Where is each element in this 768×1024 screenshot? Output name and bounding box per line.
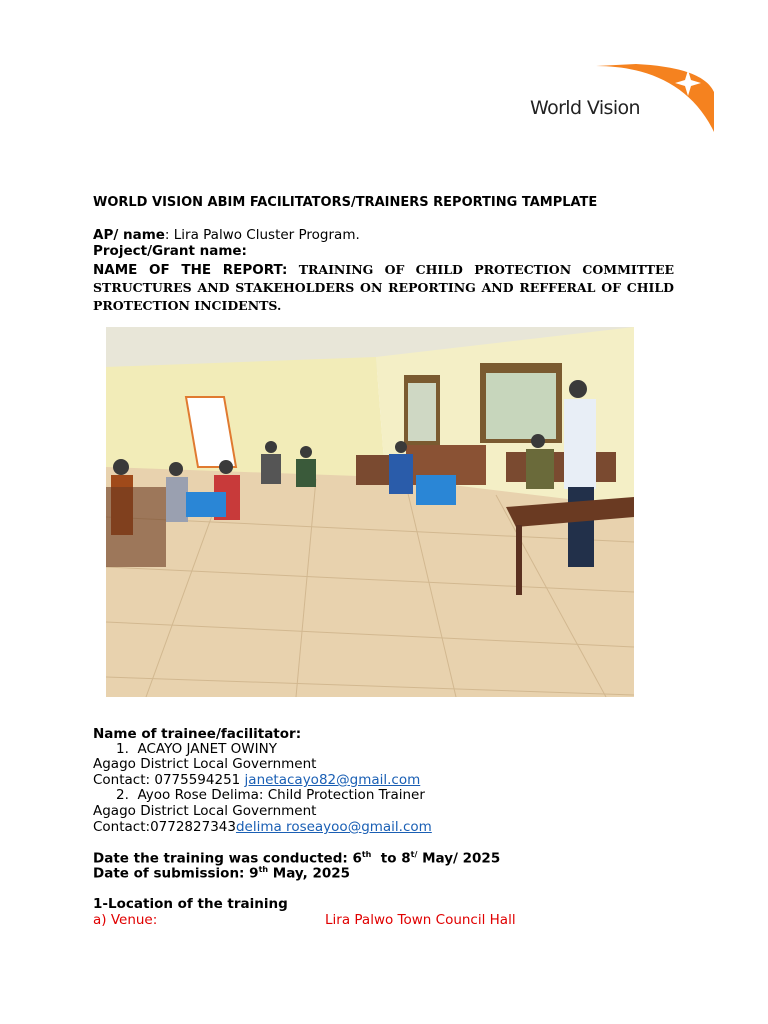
world-vision-logo bbox=[530, 64, 716, 132]
trainee-1-name-line bbox=[116, 741, 277, 757]
trainee-1-number: 1. bbox=[116, 741, 129, 757]
trainee-2-contact bbox=[93, 819, 432, 835]
trainee-1-org: Agago District Local Government bbox=[93, 756, 317, 772]
date-submission-label: Date of submission: 9 bbox=[93, 865, 259, 882]
date-conducted-mid: to 8 bbox=[371, 850, 411, 867]
trainee-2-org: Agago District Local Government bbox=[93, 803, 317, 819]
logo-text: World Vision bbox=[530, 97, 640, 119]
date-submission bbox=[93, 865, 350, 882]
date-submission-sup: th bbox=[258, 865, 269, 874]
date-conducted-label: Date the training was conducted: 6 bbox=[93, 850, 362, 867]
project-grant-label: Project/Grant name: bbox=[93, 243, 247, 259]
date-conducted-end: May/ 2025 bbox=[417, 850, 501, 867]
ap-name-line bbox=[93, 227, 360, 243]
report-name bbox=[93, 261, 674, 315]
date-submission-end: May, 2025 bbox=[268, 865, 351, 882]
location-heading: 1-Location of the training bbox=[93, 896, 288, 912]
trainee-2-email-link[interactable]: delima roseayoo@gmail.com bbox=[235, 819, 432, 835]
training-photo bbox=[106, 327, 634, 697]
ap-name-label: AP/ name bbox=[93, 227, 165, 243]
venue-label: a) Venue: bbox=[93, 912, 158, 928]
document-title: WORLD VISION ABIM FACILITATORS/TRAINERS REPORTING TAMPLATE bbox=[93, 195, 598, 210]
trainee-2-name-line bbox=[116, 787, 425, 803]
trainee-1-contact-label: Contact: 0775594251 bbox=[93, 772, 245, 788]
report-label: NAME OF THE REPORT: bbox=[93, 262, 288, 278]
trainee-2-contact-label: Contact:0772827343 bbox=[93, 819, 236, 835]
trainee-1-contact bbox=[93, 772, 420, 788]
trainees-heading: Name of trainee/facilitator: bbox=[93, 726, 302, 742]
trainee-1-email-link[interactable]: janetacayo82@gmail.com bbox=[244, 772, 421, 788]
trainee-1-name: ACAYO JANET OWINY bbox=[137, 741, 277, 757]
trainee-2-name: Ayoo Rose Delima: Child Protection Trainer bbox=[137, 787, 425, 803]
trainee-2-number: 2. bbox=[116, 787, 129, 803]
date-conducted-sup-2: t/ bbox=[410, 850, 418, 859]
venue-value: Lira Palwo Town Council Hall bbox=[325, 912, 516, 928]
date-conducted-sup-1: th bbox=[361, 850, 372, 859]
report-value: TRAINING OF CHILD PROTECTION COMMITTEE STRUCTURES AND STAKEHOLDERS ON REPORTING AND REFFERAL OF CHILD PROTECTION INCIDENTS. bbox=[93, 262, 674, 313]
ap-name-value: : Lira Palwo Cluster Program. bbox=[164, 227, 360, 243]
